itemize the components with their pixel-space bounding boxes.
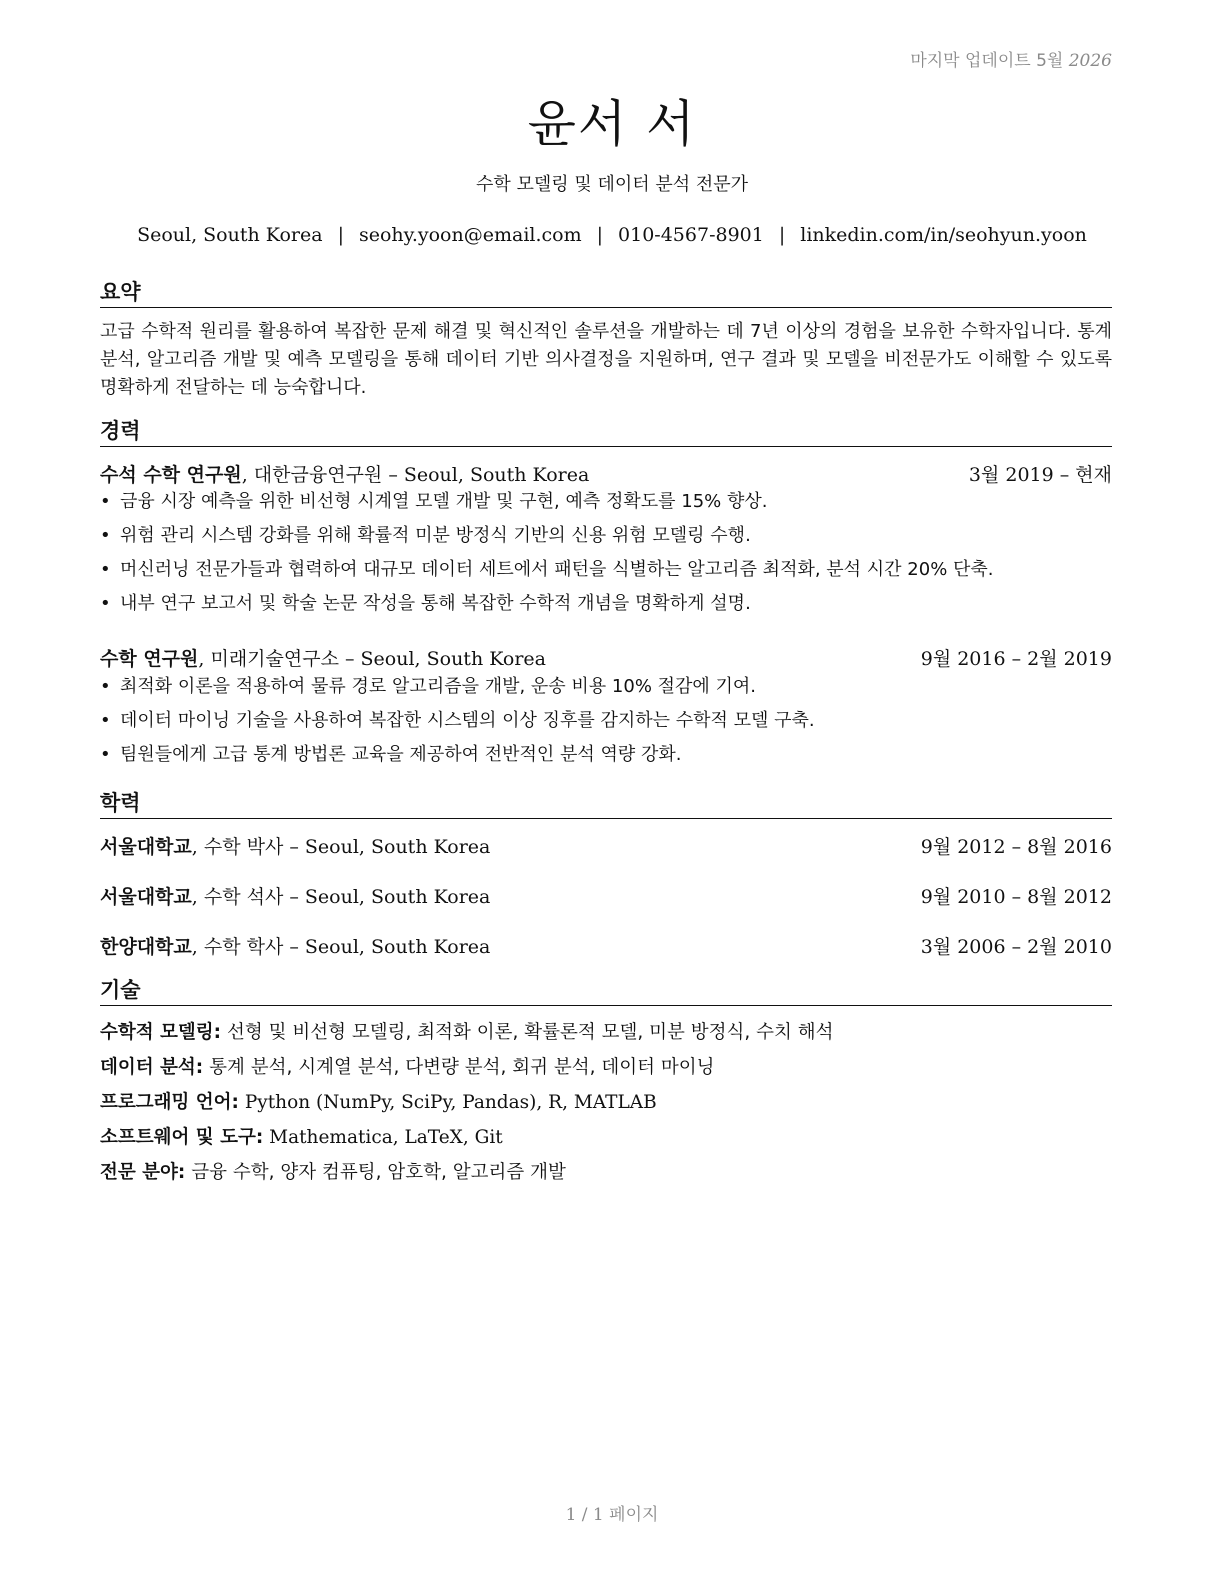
section-title-experience: 경력	[100, 415, 1112, 447]
page-number: 1 / 1 페이지	[565, 1505, 659, 1525]
job-role: 수학 연구원	[100, 648, 199, 670]
contact-phone[interactable]: 010-4567-8901	[618, 224, 764, 246]
education-school: 한양대학교	[100, 936, 192, 958]
contact-line	[0, 224, 1224, 246]
list-item	[100, 589, 1112, 623]
skill-value: 금융 수학, 양자 컴퓨팅, 암호학, 알고리즘 개발	[191, 1162, 566, 1183]
job-header	[100, 644, 1112, 671]
education-school: 서울대학교	[100, 886, 192, 908]
last-updated	[910, 46, 1112, 71]
education-line	[100, 832, 490, 859]
education-detail: , 수학 학사 – Seoul, South Korea	[191, 936, 491, 958]
list-item	[100, 672, 1112, 706]
bullet-text: 금융 시장 예측을 위한 비선형 시계열 모델 개발 및 구현, 예측 정확도를 15% 향상.	[120, 491, 768, 512]
summary-text: 고급 수학적 원리를 활용하여 복잡한 문제 해결 및 혁신적인 솔루션을 개발하는 데 7년 이상의 경험을 보유한 수학자입니다. 통계 분석, 알고리즘 개발 및 예측 모델링을 통해 데이터 기반 의사결정을 지원하며, 연구 결과 및 모델을 비전문가도 이해할 수 있도록 명확하게 전달하는 데 능숙합니다.	[100, 321, 1112, 398]
skill-key: 전문 분야:	[100, 1162, 186, 1183]
bullet-text: 위험 관리 시스템 강화를 위해 확률적 미분 방정식 기반의 신용 위험 모델링 수행.	[120, 525, 751, 546]
job-title-line	[100, 644, 546, 671]
skill-value: 선형 및 비선형 모델링, 최적화 이론, 확률론적 모델, 미분 방정식, 수치 해석	[226, 1022, 834, 1043]
job-dates: 9월 2016 – 2월 2019	[920, 648, 1112, 670]
tagline: 수학 모델링 및 데이터 분석 전문가	[475, 174, 749, 195]
education-dates: 9월 2010 – 8월 2012	[920, 886, 1112, 908]
list-item	[100, 706, 1112, 740]
contact-linkedin[interactable]: linkedin.com/in/seohyun.yoon	[800, 224, 1087, 246]
list-item	[100, 740, 1112, 774]
last-updated-year-val	[1036, 51, 1112, 71]
education-line	[100, 932, 490, 959]
skill-key: 데이터 분석:	[100, 1057, 204, 1078]
skill-line	[100, 1123, 1112, 1149]
bullet-text: 데이터 마이닝 기술을 사용하여 복잡한 시스템의 이상 징후를 감지하는 수학적 모델 구축.	[120, 710, 815, 731]
bullet-icon: •	[100, 525, 111, 546]
skill-line	[100, 1158, 1112, 1184]
bullet-text: 팀원들에게 고급 통계 방법론 교육을 제공하여 전반적인 분석 역량 강화.	[120, 744, 682, 765]
bullet-text: 내부 연구 보고서 및 학술 논문 작성을 통해 복잡한 수학적 개념을 명확하게 설명.	[120, 593, 751, 614]
skill-value: Python (NumPy, SciPy, Pandas), R, MATLAB	[244, 1092, 657, 1113]
education-item	[100, 832, 1112, 859]
job-dates: 3월 2019 – 현재	[968, 464, 1112, 486]
last-updated-label: 마지막 업데이트	[910, 51, 1031, 71]
education-dates: 3월 2006 – 2월 2010	[920, 936, 1112, 958]
skill-key: 수학적 모델링:	[100, 1022, 222, 1043]
section-title-skills: 기술	[100, 974, 1112, 1006]
education-detail: , 수학 박사 – Seoul, South Korea	[191, 836, 491, 858]
candidate-name: 윤서 서	[527, 95, 697, 153]
job-org: , 대한금융연구원 – Seoul, South Korea	[241, 464, 590, 486]
section-title-education: 학력	[100, 787, 1112, 819]
list-item	[100, 521, 1112, 555]
job-title-line	[100, 460, 589, 487]
education-item	[100, 932, 1112, 959]
job-bullets	[100, 487, 1112, 623]
contact-separator: |	[337, 224, 344, 246]
bullet-text: 머신러닝 전문가들과 협력하여 대규모 데이터 세트에서 패턴을 식별하는 알고리즘 최적화, 분석 시간 20% 단축.	[120, 559, 994, 580]
bullet-icon: •	[100, 676, 111, 697]
list-item	[100, 555, 1112, 589]
last-updated-month: 5월	[1036, 51, 1064, 71]
job-role: 수석 수학 연구원	[100, 464, 242, 486]
bullet-icon: •	[100, 559, 111, 580]
skill-key: 소프트웨어 및 도구:	[100, 1127, 264, 1148]
contact-separator: |	[778, 224, 786, 246]
education-line	[100, 882, 490, 909]
skill-line	[100, 1053, 1112, 1079]
education-dates: 9월 2012 – 8월 2016	[920, 836, 1112, 858]
job-org: , 미래기술연구소 – Seoul, South Korea	[198, 648, 546, 670]
bullet-icon: •	[100, 593, 111, 614]
list-item	[100, 487, 1112, 521]
education-school: 서울대학교	[100, 836, 192, 858]
skill-key: 프로그래밍 언어:	[100, 1092, 239, 1113]
education-detail: , 수학 석사 – Seoul, South Korea	[191, 886, 491, 908]
contact-location: Seoul, South Korea	[137, 224, 323, 246]
skill-line	[100, 1018, 1112, 1044]
skill-value: 통계 분석, 시계열 분석, 다변량 분석, 회귀 분석, 데이터 마이닝	[209, 1057, 715, 1078]
last-updated-year: 2026	[1068, 51, 1112, 71]
bullet-icon: •	[100, 744, 111, 765]
bullet-text: 최적화 이론을 적용하여 물류 경로 알고리즘을 개발, 운송 비용 10% 절감에 기여.	[120, 676, 757, 697]
skill-line	[100, 1088, 1112, 1114]
skill-value: Mathematica, LaTeX, Git	[269, 1127, 503, 1148]
section-title-summary: 요약	[100, 276, 1112, 308]
job-bullets	[100, 672, 1112, 774]
contact-separator: |	[596, 224, 604, 246]
education-item	[100, 882, 1112, 909]
job-header	[100, 460, 1112, 487]
bullet-icon: •	[100, 710, 111, 731]
bullet-icon: •	[100, 491, 111, 512]
contact-email[interactable]: seohy.yoon@email.com	[358, 224, 582, 246]
